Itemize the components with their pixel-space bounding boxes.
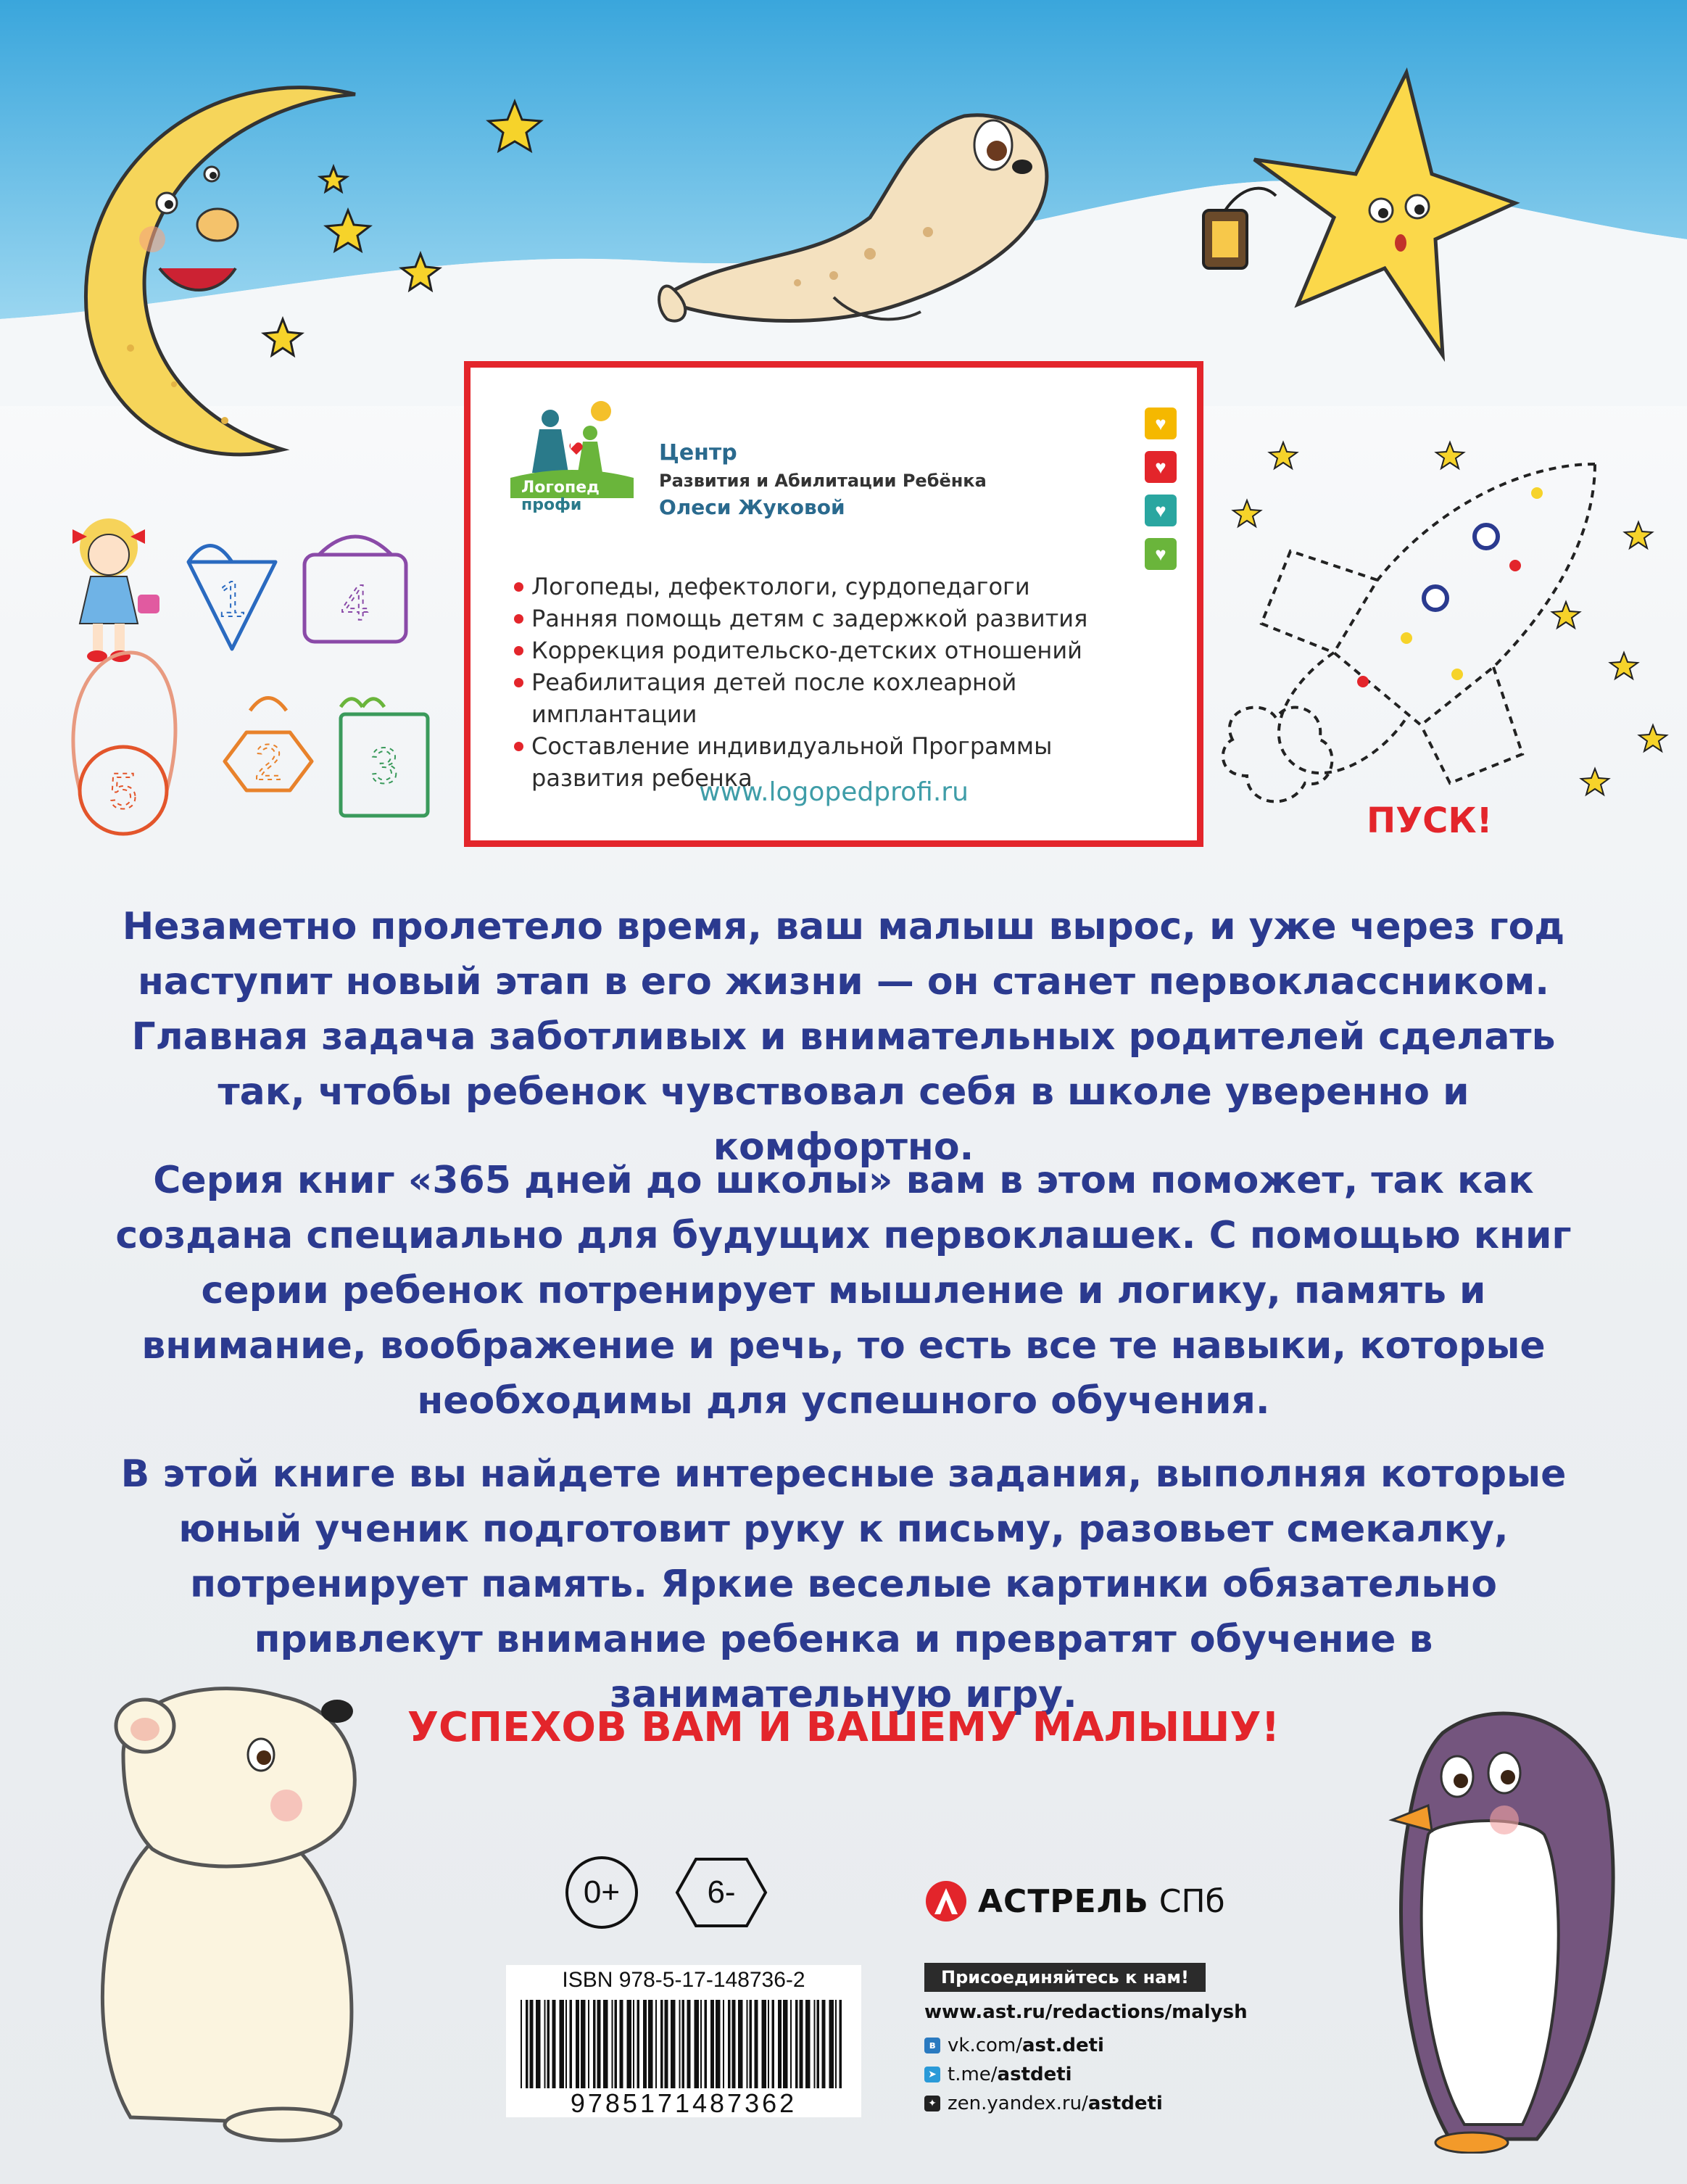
telegram-icon: ➤ <box>924 2067 940 2082</box>
barcode-bar <box>835 2000 837 2088</box>
barcode-bar <box>840 2000 842 2088</box>
barcode-bar <box>679 2000 681 2088</box>
book-paragraph: В этой книге вы найдете интересные задания, выполняя которые юный ученик подготовит руку к письму, разовьет смекалку, потренирует память. Яркие веселые картинки обязательно привлекут внимание ребенка и превратят обучение в занимательную игру. <box>120 1452 1567 1716</box>
isbn-number: ISBN 978-5-17-148736-2 <box>562 1968 805 1992</box>
barcode-bar <box>565 2000 567 2088</box>
barcode-bar <box>544 2000 546 2088</box>
polar-bear-illustration <box>65 1668 406 2146</box>
center-title: Центр <box>659 440 737 466</box>
barcode-bar <box>705 2000 708 2088</box>
barcode-bar <box>723 2000 724 2088</box>
website-link[interactable]: www.logopedprofi.ru <box>699 777 969 807</box>
social-link-zen[interactable]: ✦ zen.yandex.ru/astdeti <box>924 2093 1163 2114</box>
barcode-bar <box>778 2000 782 2088</box>
rocket-caption: ПУСК! <box>1367 801 1493 841</box>
star-cluster <box>239 87 565 392</box>
barcode-bar <box>700 2000 702 2088</box>
barcode-bar <box>655 2000 657 2088</box>
closing-slogan: УСПЕХОВ ВАМ И ВАШЕМУ МАЛЫШУ! <box>407 1704 1280 1751</box>
join-us-banner: Присоединяйтесь к нам! <box>924 1963 1206 1992</box>
svg-text:5: 5 <box>109 763 138 819</box>
barcode-bar <box>795 2000 798 2088</box>
barcode-bar <box>521 2000 522 2088</box>
barcode-bar <box>800 2000 803 2088</box>
svg-text:3: 3 <box>370 737 399 794</box>
barcode-block <box>506 1965 861 2117</box>
service-item: Составление индивидуальной Программы развития ребенка <box>514 730 1166 794</box>
publisher-city: СПб <box>1158 1882 1225 1920</box>
barcode-bar <box>612 2000 613 2088</box>
services-list <box>514 571 1166 794</box>
barcode-bar <box>597 2000 601 2088</box>
svg-text:4: 4 <box>341 574 370 631</box>
barcode-bar <box>716 2000 721 2088</box>
logopedprofi-logo <box>507 397 637 513</box>
barcode-bar <box>790 2000 792 2088</box>
svg-text:Логопед: Логопед <box>521 479 600 497</box>
barcode-bar <box>530 2000 534 2088</box>
publisher-name: АСТРЕЛЬ <box>978 1882 1149 1920</box>
vk-icon: в <box>924 2038 940 2053</box>
barcode-bar <box>710 2000 714 2088</box>
barcode-bar <box>772 2000 775 2088</box>
publisher-website[interactable]: www.ast.ru/redactions/malysh <box>924 2001 1248 2023</box>
penguin-illustration <box>1363 1689 1667 2154</box>
barcode-bar <box>814 2000 816 2088</box>
barcode-bar <box>738 2000 743 2088</box>
barcode-bar <box>615 2000 618 2088</box>
barcode-bar <box>536 2000 541 2088</box>
barcode-bar <box>755 2000 758 2088</box>
barcode-bar <box>643 2000 647 2088</box>
barcode-bar <box>682 2000 685 2088</box>
barcode-bar <box>695 2000 700 2088</box>
advertisement-box <box>464 361 1203 847</box>
social-link-vk[interactable]: в vk.com/ast.deti <box>924 2035 1104 2056</box>
center-owner: Олеси Жуковой <box>659 495 845 519</box>
barcode-bar <box>648 2000 653 2088</box>
heart-icon: ♥ <box>1145 451 1177 483</box>
barcode-bar <box>633 2000 634 2088</box>
barcode-bar <box>581 2000 586 2088</box>
barcode-bar <box>627 2000 632 2088</box>
barcode-bar <box>732 2000 736 2088</box>
heart-icon: ♥ <box>1145 495 1177 526</box>
intro-paragraph: Незаметно пролетело время, ваш малыш вырос, и уже через год наступит новый этап в его жизни — он станет первоклассником. Главная задача заботливых и внимательных родителей сделать так, чтобы ребенок чувствовал себя в школе уверенно и комфортно. <box>122 905 1565 1169</box>
center-subtitle: Развития и Абилитации Ребёнка <box>659 471 987 491</box>
barcode-bar <box>547 2000 550 2088</box>
barcode-bar <box>822 2000 826 2088</box>
star-character <box>1189 65 1522 370</box>
service-item: Коррекция родительско-детских отношений <box>514 634 1166 666</box>
barcode-bar <box>829 2000 834 2088</box>
service-item: Реабилитация детей после кохлеарной имплантации <box>514 666 1166 730</box>
service-item: Логопеды, дефектологи, сурдопедагоги <box>514 571 1166 603</box>
svg-text:2: 2 <box>254 734 283 790</box>
barcode-bar <box>750 2000 753 2088</box>
barcode-bar <box>660 2000 663 2088</box>
barcode-bar <box>805 2000 811 2088</box>
heart-icon: ♥ <box>1145 408 1177 439</box>
astrel-logo-icon <box>924 1879 968 1923</box>
barcode-bar <box>603 2000 608 2088</box>
social-link-telegram[interactable]: ➤ t.me/astdeti <box>924 2064 1072 2085</box>
publisher-logo <box>924 1879 1225 1923</box>
service-item: Ранняя помощь детям с задержкой развития <box>514 603 1166 634</box>
age-rating-hexagon <box>674 1856 768 1929</box>
heart-icons-column <box>1145 408 1177 570</box>
age-rating-label: 6- <box>707 1874 736 1910</box>
number-bags-worksheet <box>51 522 442 856</box>
barcode-bar <box>560 2000 565 2088</box>
barcode-bar <box>588 2000 589 2088</box>
barcode-bar <box>576 2000 579 2088</box>
age-rating-circle: 0+ <box>565 1856 638 1929</box>
barcode-bar <box>762 2000 767 2088</box>
barcode-bar <box>593 2000 596 2088</box>
zen-icon: ✦ <box>924 2096 940 2111</box>
barcode-bar <box>570 2000 573 2088</box>
barcode-bar <box>552 2000 556 2088</box>
barcode-bar <box>768 2000 769 2088</box>
barcode-bar <box>747 2000 748 2088</box>
barcode-bar <box>728 2000 731 2088</box>
barcode-bar <box>637 2000 640 2088</box>
series-paragraph: Серия книг «365 дней до школы» вам в этом поможет, так как создана специально для будущих первоклашек. С помощью книг серии ребенок потренирует мышление и логику, память и внимание, воображение и речь, то есть все те навыки, которые необходимы для успешного обучения. <box>115 1159 1572 1423</box>
barcode-bar <box>671 2000 676 2088</box>
barcode-bar <box>687 2000 691 2088</box>
barcode-bar <box>620 2000 623 2088</box>
barcode-digits: 9785171487362 <box>570 2088 797 2118</box>
seal-illustration <box>652 87 1058 348</box>
barcode-bar <box>526 2000 529 2088</box>
heart-icon: ♥ <box>1145 538 1177 570</box>
barcode-bars <box>521 2000 847 2088</box>
barcode-bar <box>665 2000 668 2088</box>
barcode-bar <box>817 2000 820 2088</box>
svg-text:профи: профи <box>521 496 582 513</box>
barcode-bar <box>783 2000 788 2088</box>
svg-text:1: 1 <box>217 571 246 627</box>
